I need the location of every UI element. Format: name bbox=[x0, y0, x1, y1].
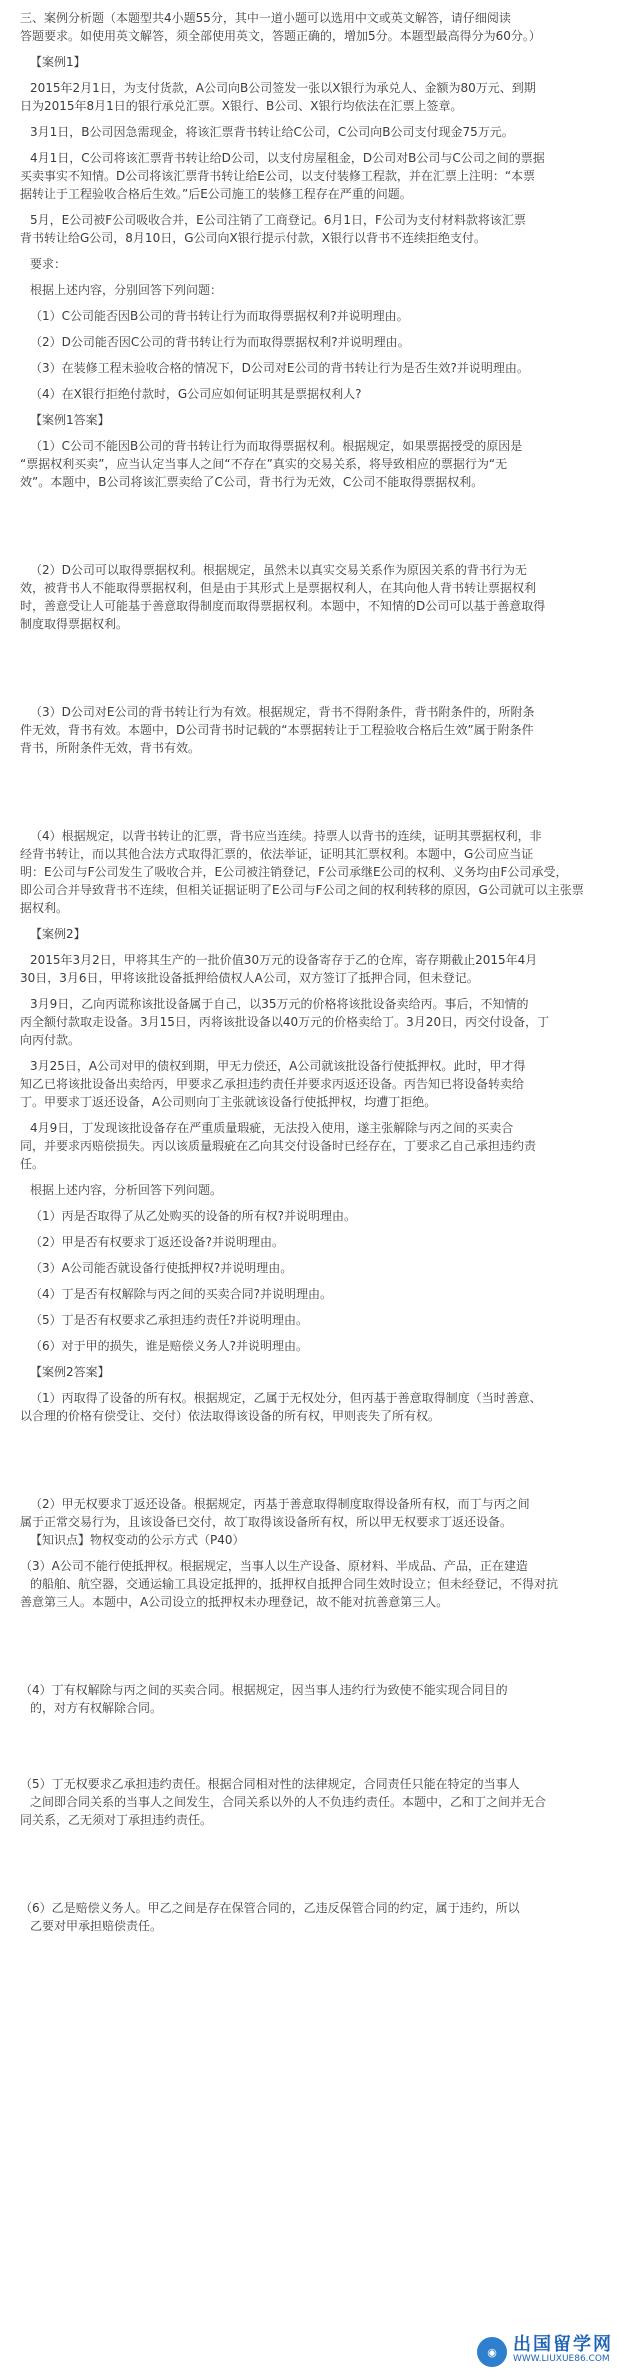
text-line-content: 日为2015年8月1日的银行承兑汇票。X银行、B公司、X银行均依法在汇票上签章。 bbox=[20, 99, 463, 113]
text-line bbox=[0, 1092, 619, 1112]
watermark-text bbox=[513, 2334, 613, 2366]
text-line bbox=[0, 8, 619, 28]
text-line bbox=[0, 1810, 619, 1830]
text-line bbox=[0, 384, 619, 404]
text-line bbox=[0, 1136, 619, 1156]
text-line-content: 背书转让给G公司，8月10日，G公司向X银行提示付款，X银行以背书不连续拒绝支付。 bbox=[20, 231, 486, 245]
text-line bbox=[0, 1056, 619, 1076]
text-line bbox=[0, 1118, 619, 1138]
text-line bbox=[0, 358, 619, 378]
watermark-title: 出国留学网 bbox=[513, 2334, 613, 2355]
text-line-content: （3）D公司对E公司的背书转让行为有效。根据规定，背书不得附条件，背书附条件的，所附条 bbox=[30, 705, 535, 719]
text-line bbox=[0, 1232, 619, 1252]
text-line bbox=[0, 862, 619, 882]
text-line-content: （2）甲无权要求丁返还设备。根据规定，丙基于善意取得制度取得设备所有权，而丁与丙之间 bbox=[30, 1497, 530, 1511]
text-line-content: 同关系，乙无须对丁承担违约责任。 bbox=[20, 1813, 213, 1827]
text-line bbox=[0, 1388, 619, 1408]
text-line-content: （4）在X银行拒绝付款时，G公司应如何证明其是票据权利人? bbox=[30, 387, 362, 401]
text-line-content: 背书，所附条件无效，背书有效。 bbox=[20, 741, 201, 755]
globe-logo-icon: ◉ bbox=[477, 2337, 507, 2367]
text-line bbox=[0, 596, 619, 616]
text-line bbox=[0, 578, 619, 598]
text-line bbox=[0, 1494, 619, 1514]
text-line-content: （2）甲是否有权要求丁返还设备?并说明理由。 bbox=[30, 1235, 285, 1249]
text-line bbox=[0, 166, 619, 186]
text-line-content: 即公司合并导致背书不连续，但相关证据证明了E公司与F公司之间的权利转移的原因，G公司就可以主张票 bbox=[20, 883, 584, 897]
text-line bbox=[0, 1556, 619, 1576]
text-line-content: 丙全额付款取走设备。3月15日，丙将该批设备以40万元的价格卖给丁。3月20日，丙交付设备，丁 bbox=[20, 1015, 550, 1029]
text-line-content: （6）对于甲的损失，谁是赔偿义务人?并说明理由。 bbox=[30, 1339, 309, 1353]
text-line bbox=[0, 254, 619, 274]
text-line-content: 以合理的价格有偿受让、交付）依法取得该设备的所有权，甲则丧失了所有权。 bbox=[20, 1409, 441, 1423]
text-line bbox=[0, 52, 619, 72]
text-line-content: 属于正常交易行为，且该设备已交付，故丁取得该设备所有权，所以甲无权要求丁返还设备。 bbox=[20, 1515, 513, 1529]
text-line-content: 【案例1答案】 bbox=[30, 413, 110, 427]
text-line bbox=[0, 826, 619, 846]
text-line-content: （4）丁有权解除与丙之间的买卖合同。根据规定，因当事人违约行为致使不能实现合同目的 bbox=[20, 1683, 508, 1697]
text-line bbox=[0, 78, 619, 98]
text-line bbox=[0, 950, 619, 970]
text-line bbox=[0, 1284, 619, 1304]
text-line bbox=[0, 1074, 619, 1094]
text-line bbox=[0, 1012, 619, 1032]
text-line bbox=[0, 210, 619, 230]
text-line-content: 据转让于工程验收合格后生效。”后E公司施工的装修工程存在严重的问题。 bbox=[20, 187, 412, 201]
text-line bbox=[0, 306, 619, 326]
text-line bbox=[0, 968, 619, 988]
text-line-content: （2）D公司可以取得票据权利。根据规定，虽然未以真实交易关系作为原因关系的背书行为无 bbox=[30, 563, 527, 577]
text-line-content: 效”。本题中，B公司将该汇票卖给了C公司，背书行为无效，C公司不能取得票据权利。 bbox=[20, 475, 484, 489]
text-line-content: 明：E公司与F公司发生了吸收合并，E公司被注销登记，F公司承继E公司的权利、义务均由F公司承受， bbox=[20, 865, 568, 879]
text-line-content: （2）D公司能否因C公司的背书转让行为而取得票据权利?并说明理由。 bbox=[30, 335, 410, 349]
text-line-content: 30日，3月6日，甲将该批设备抵押给债权人A公司，双方签订了抵押合同，但未登记。 bbox=[20, 971, 479, 985]
text-line bbox=[0, 924, 619, 944]
text-line bbox=[0, 1680, 619, 1700]
text-line bbox=[0, 1030, 619, 1050]
text-line-content: 善意第三人。本题中，A公司设立的抵押权未办理登记，故不能对抗善意第三人。 bbox=[20, 1595, 449, 1609]
text-line-content: 的船舶、航空器，交通运输工具设定抵押的，抵押权自抵押合同生效时设立；但未经登记，不得对抗 bbox=[30, 1577, 559, 1591]
text-line bbox=[0, 96, 619, 116]
text-line bbox=[0, 436, 619, 456]
text-line-content: 【案例1】 bbox=[30, 55, 86, 69]
text-line bbox=[0, 1774, 619, 1794]
text-line-content: （1）C公司不能因B公司的背书转让行为而取得票据权利。根据规定，如果票据授受的原因是 bbox=[30, 439, 523, 453]
site-watermark bbox=[443, 2332, 613, 2372]
text-line bbox=[0, 148, 619, 168]
text-line bbox=[0, 1336, 619, 1356]
text-line-content: （3）A公司能否就设备行使抵押权?并说明理由。 bbox=[30, 1261, 293, 1275]
text-line bbox=[0, 1512, 619, 1532]
text-line bbox=[0, 122, 619, 142]
text-line-content: 答题要求。如使用英文解答，须全部使用英文，答题正确的，增加5分。本题型最高得分为60分。） bbox=[20, 29, 541, 43]
text-line-content: （3）A公司不能行使抵押权。根据规定，当事人以生产设备、原材料、半成品、产品，正在建造 bbox=[20, 1559, 528, 1573]
watermark-url: WWW.LIUXUE86.COM bbox=[513, 2354, 610, 2364]
text-line-content: 效，被背书人不能取得票据权利，但是由于其形式上是票据权利人，在其向他人背书转让票据权利 bbox=[20, 581, 537, 595]
text-line bbox=[0, 898, 619, 918]
text-line-content: （5）丁无权要求乙承担违约责任。根据合同相对性的法律规定，合同责任只能在特定的当事人 bbox=[20, 1777, 520, 1791]
text-line bbox=[0, 738, 619, 758]
text-line-content: 时，善意受让人可能基于善意取得制度而取得票据权利。本题中，不知情的D公司可以基于善意取得 bbox=[20, 599, 546, 613]
text-line-content: （5）丁是否有权要求乙承担违约责任?并说明理由。 bbox=[30, 1313, 309, 1327]
text-line bbox=[0, 1180, 619, 1200]
text-line bbox=[0, 720, 619, 740]
text-line bbox=[0, 26, 619, 46]
text-line bbox=[0, 702, 619, 722]
text-line bbox=[0, 1310, 619, 1330]
text-line bbox=[0, 1898, 619, 1918]
text-line bbox=[0, 410, 619, 430]
text-line-content: （3）在装修工程未验收合格的情况下，D公司对E公司的背书转让行为是否生效?并说明理由。 bbox=[30, 361, 529, 375]
text-line-content: 买卖事实不知情。D公司将该汇票背书转让给E公司，以支付装修工程款，并在汇票上注明：“本票 bbox=[20, 169, 536, 183]
text-line-content: 3月25日，A公司对甲的债权到期，甲无力偿还，A公司就该批设备行使抵押权。此时，甲才得 bbox=[30, 1059, 526, 1073]
text-line bbox=[0, 1206, 619, 1226]
text-line-content: 任。 bbox=[20, 1157, 45, 1171]
text-line-content: 根据上述内容，分析回答下列问题。 bbox=[30, 1183, 223, 1197]
text-line-content: 4月1日，C公司将该汇票背书转让给D公司，以支付房屋租金，D公司对B公司与C公司之间的票据 bbox=[30, 151, 545, 165]
text-line bbox=[0, 332, 619, 352]
text-line-content: 据权利。 bbox=[20, 901, 69, 915]
text-line bbox=[0, 614, 619, 634]
text-line bbox=[0, 1258, 619, 1278]
text-line-content: 知乙已将该批设备出卖给丙，甲要求乙承担违约责任并要求丙返还设备。丙告知已将设备转卖给 bbox=[20, 1077, 525, 1091]
text-line bbox=[0, 1362, 619, 1382]
text-line bbox=[0, 472, 619, 492]
text-line bbox=[0, 1916, 619, 1936]
text-line-content: （1）丙取得了设备的所有权。根据规定，乙属于无权处分，但丙基于善意取得制度（当时善意、 bbox=[30, 1391, 542, 1405]
text-line-content: （1）C公司能否因B公司的背书转让行为而取得票据权利?并说明理由。 bbox=[30, 309, 409, 323]
text-line bbox=[0, 184, 619, 204]
text-line bbox=[0, 880, 619, 900]
text-line-content: 之间即合同关系的当事人之间发生，合同关系以外的人不负违约责任。本题中，乙和丁之间并无合 bbox=[30, 1795, 547, 1809]
text-line-content: 件无效，背书有效。本题中，D公司背书时记载的“本票据转让于工程验收合格后生效”属于附条件 bbox=[20, 723, 534, 737]
text-line-content: 3月9日，乙向丙谎称该批设备属于自己，以35万元的价格将该批设备卖给丙。事后，不知情的 bbox=[30, 997, 529, 1011]
text-line-content: （1）丙是否取得了从乙处购买的设备的所有权?并说明理由。 bbox=[30, 1209, 357, 1223]
text-line bbox=[0, 1574, 619, 1594]
text-line-content: 【知识点】物权变动的公示方式（P40） bbox=[30, 1533, 245, 1547]
text-line-content: 要求： bbox=[30, 257, 67, 271]
text-line bbox=[0, 1792, 619, 1812]
text-line-content: 4月9日，丁发现该批设备存在严重质量瑕疵，无法投入使用，遂主张解除与丙之间的买卖合 bbox=[30, 1121, 514, 1135]
text-line-content: 【案例2答案】 bbox=[30, 1365, 110, 1379]
text-line bbox=[0, 994, 619, 1014]
text-line-content: （6）乙是赔偿义务人。甲乙之间是存在保管合同的，乙违反保管合同的约定，属于违约，所以 bbox=[20, 1901, 520, 1915]
text-line-content: “票据权利买卖”，应当认定当事人之间“不存在”真实的交易关系，将导致相应的票据行为“无 bbox=[20, 457, 508, 471]
text-line-content: 同，并要求丙赔偿损失。丙以该质量瑕疵在乙向其交付设备时已经存在，丁要求乙自己承担违约责 bbox=[20, 1139, 537, 1153]
text-line bbox=[0, 1406, 619, 1426]
text-line-content: （4）丁是否有权解除与丙之间的买卖合同?并说明理由。 bbox=[30, 1287, 333, 1301]
text-line-content: （4）根据规定，以背书转让的汇票，背书应当连续。持票人以背书的连续，证明其票据权利，非 bbox=[30, 829, 542, 843]
text-line-content: 3月1日，B公司因急需现金，将该汇票背书转让给C公司，C公司向B公司支付现金75万元。 bbox=[30, 125, 514, 139]
text-line-content: 的，对方有权解除合同。 bbox=[30, 1701, 163, 1715]
text-line-content: 5月，E公司被F公司吸收合并，E公司注销了工商登记。6月1日，F公司为支付材料款将该汇票 bbox=[30, 213, 526, 227]
text-line-content: 乙要对甲承担赔偿责任。 bbox=[30, 1919, 163, 1933]
text-line-content: 2015年3月2日，甲将其生产的一批价值30万元的设备寄存于乙的仓库，寄存期截止2015年4月 bbox=[30, 953, 538, 967]
text-line bbox=[0, 454, 619, 474]
text-line bbox=[0, 1530, 619, 1550]
text-line-content: 【案例2】 bbox=[30, 927, 86, 941]
text-line-content: 三、案例分析题（本题型共4小题55分，其中一道小题可以选用中文或英文解答，请仔细阅读 bbox=[20, 11, 511, 25]
text-line-content: 丁。甲要求丁返还设备，A公司则向丁主张就该设备行使抵押权，均遭丁拒绝。 bbox=[20, 1095, 437, 1109]
text-line-content: 2015年2月1日，为支付货款，A公司向B公司签发一张以X银行为承兑人、金额为80万元、到期 bbox=[30, 81, 536, 95]
text-line-content: 向丙付款。 bbox=[20, 1033, 81, 1047]
text-line bbox=[0, 1154, 619, 1174]
text-line bbox=[0, 1592, 619, 1612]
text-line bbox=[0, 844, 619, 864]
text-line bbox=[0, 280, 619, 300]
text-line-content: 经背书转让，而以其他合法方式取得汇票的，依法举证，证明其汇票权利。本题中，G公司应当证 bbox=[20, 847, 534, 861]
text-line bbox=[0, 228, 619, 248]
text-line bbox=[0, 1698, 619, 1718]
text-line-content: 制度取得票据权利。 bbox=[20, 617, 129, 631]
text-line bbox=[0, 560, 619, 580]
text-line-content: 根据上述内容，分别回答下列问题： bbox=[30, 283, 223, 297]
